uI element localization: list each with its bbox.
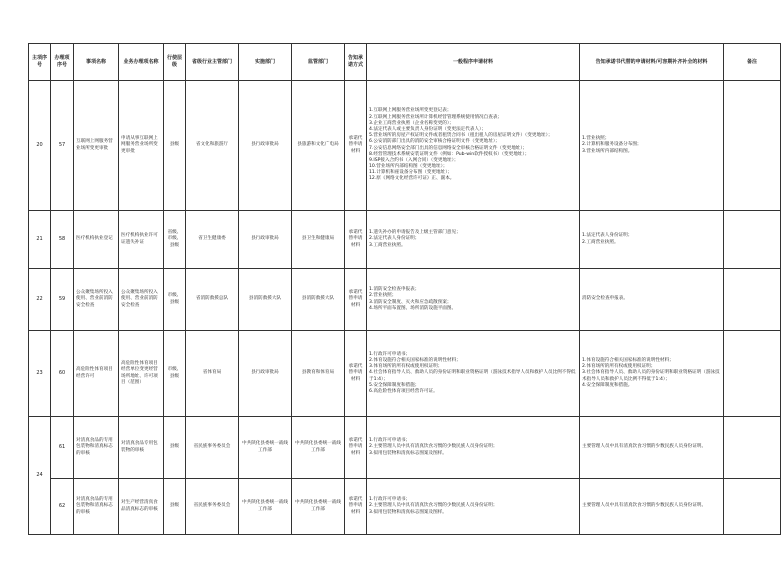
cell-impl-dept: 县行政审批局 <box>239 211 292 269</box>
cell-impl-dept: 县行政审批局 <box>239 331 292 417</box>
cell-supervise-dept: 县消防救援大队 <box>292 269 345 331</box>
cell-impl-dept: 县消防救援大队 <box>239 269 292 331</box>
material-line: 3.工商营业执照。 <box>369 242 406 248</box>
material-line: 3.拟用包装物和清真标志图案及图样。 <box>369 450 447 456</box>
cell-item-no: 60 <box>51 331 74 417</box>
material-line: 3.企业工商营业执照（企业名称变更的）； <box>369 120 454 126</box>
cell-sub-item: 申请从事互联网上网服务营业场所变更审批 <box>119 81 164 211</box>
material-line: 12.原《网络文化经营许可证》正、副本。 <box>369 176 455 182</box>
header-impl-dept: 实施部门 <box>239 44 292 81</box>
cell-impl-dept: 中共陕化县委统一战线工作部 <box>239 417 292 479</box>
cell-remarks <box>724 81 781 211</box>
cell-seq: 20 <box>29 81 51 211</box>
cell-item-no: 57 <box>51 81 74 211</box>
cell-sub-item: 医疗机构执业许可证遗失补证 <box>119 211 164 269</box>
cell-item-name: 互联网上网服务营业场所变更审批 <box>74 81 119 211</box>
material-line: 4.场所平面布置图、场所消防设施平面图。 <box>369 305 457 311</box>
cell-item-no: 61 <box>51 417 74 479</box>
cell-item-name: 公众聚集场所投入使用、营业前消防安全检查 <box>74 269 119 331</box>
cell-remarks <box>724 417 781 479</box>
material-line: 2.体育场所的所有权或使用权证明； <box>582 364 656 370</box>
material-line: 9.ISP接入合约书（入网合同）（变更地址）； <box>369 157 459 163</box>
cell-materials <box>367 81 580 211</box>
material-line: 2.营业执照； <box>369 293 397 299</box>
cell-province-dept: 省民族事务委员会 <box>186 479 239 535</box>
cell-commit-materials <box>580 479 724 535</box>
cell-item-no: 59 <box>51 269 74 331</box>
material-line: 1.行政许可申请书； <box>369 438 411 444</box>
material-line: 3.拟用包装物和清真标志图案及图样。 <box>369 509 447 515</box>
header-remarks: 备注 <box>724 44 781 81</box>
material-line: 4.社会体育指导人员、救助人员的身份证明和职业资格证明（游泳技术指导人员和救护人员比例不得低于1:4）； <box>369 370 576 382</box>
cell-sub-item: 对清真食品专用包装物的审核 <box>119 417 164 479</box>
cell-level: 市级、县级 <box>164 269 186 331</box>
material-line: 4.法定代表人或主要负责人身份证明（变更法定代表人）； <box>369 126 486 132</box>
table-header-row <box>29 44 781 81</box>
cell-supervise-dept: 中共陕化县委统一战线工作部 <box>292 417 345 479</box>
header-seq: 主项序号 <box>29 44 51 81</box>
material-line: 2.主要管理人员中具有清真饮食习惯的少数民族人员身份证明； <box>369 503 498 509</box>
material-line: 1.行政许可申请书； <box>369 497 411 503</box>
table-row <box>29 211 781 269</box>
table-row <box>29 417 781 479</box>
approval-items-table-sheet <box>28 43 757 535</box>
cell-seq: 23 <box>29 331 51 417</box>
material-line: 5.营业场所的房屋产权证明文件或者租赁合同书（租出租人的房屋证明文件）（变更地址）； <box>369 133 553 139</box>
header-materials: 一般程序申请材料 <box>367 44 580 81</box>
material-line: 1.互联网上网服务营业场所变更登记表； <box>369 108 452 114</box>
cell-province-dept: 省民族事务委员会 <box>186 417 239 479</box>
cell-impl-dept: 中共陕化县委统一战线工作部 <box>239 479 292 535</box>
material-line: 1.法定代表人身份证明； <box>582 233 633 239</box>
cell-item-name: 医疗机构执业登记 <box>74 211 119 269</box>
cell-level: 市级、县级 <box>164 331 186 417</box>
approval-items-table <box>28 43 781 535</box>
cell-supervise-dept: 中共陕化县委统一战线工作部 <box>292 479 345 535</box>
header-commit-method: 告知承诺方式 <box>345 44 367 81</box>
material-line: 6.高危险性体育项目经营许可证。 <box>369 388 438 394</box>
cell-materials <box>367 211 580 269</box>
cell-commit-method: 承诺代替申请材料 <box>345 81 367 211</box>
cell-item-name: 对清真食品的专用包装物和清真标志的审核 <box>74 479 119 535</box>
cell-item-no: 58 <box>51 211 74 269</box>
material-line: 11.计算机和座设备分布图（变更地址）； <box>369 170 453 176</box>
header-level: 行使层级 <box>164 44 186 81</box>
material-line: 主要管理人员中具有清真饮食习惯的少数民族人员身份证明。 <box>582 444 707 450</box>
material-line: 3.消防安全制度、灭火和应急疏散预案； <box>369 299 452 305</box>
table-body <box>29 81 781 535</box>
material-line: 4.安全保障制度和措施。 <box>582 382 633 388</box>
cell-item-no: 62 <box>51 479 74 535</box>
cell-commit-materials <box>580 417 724 479</box>
cell-supervise-dept: 县卫生和健康局 <box>292 211 345 269</box>
table-row <box>29 331 781 417</box>
cell-item-name: 对清真食品的专用包装物和清真标志的审核 <box>74 417 119 479</box>
cell-province-dept: 省消防救援总队 <box>186 269 239 331</box>
material-line: 2.体育设施符合相关国家标准的说明性材料； <box>369 358 461 364</box>
table-row <box>29 81 781 211</box>
cell-commit-materials <box>580 331 724 417</box>
material-line: 1.遗失补办的申请报告及上级主管部门意见； <box>369 230 461 236</box>
material-line: 1.消防安全检查申报表； <box>369 287 420 293</box>
cell-impl-dept: 县行政审批局 <box>239 81 292 211</box>
material-line: 5.安全保障制度和措施； <box>369 382 420 388</box>
cell-commit-method: 承诺代替申请材料 <box>345 211 367 269</box>
material-line: 6.公安消防部门出具的消防安全审核合格证明文件（变更地址）； <box>369 139 500 145</box>
cell-remarks <box>724 331 781 417</box>
material-line: 2.法定代表人身份证明； <box>369 236 420 242</box>
cell-sub-item: 公众聚集场所投入使用、营业前消防安全检查 <box>119 269 164 331</box>
header-item-no: 办理项序号 <box>51 44 74 81</box>
cell-commit-method: 承诺代替申请材料 <box>345 479 367 535</box>
material-line: 3.体育场所的所有权或使用权证明； <box>369 364 443 370</box>
table-row <box>29 479 781 535</box>
cell-seq: 21 <box>29 211 51 269</box>
cell-materials <box>367 417 580 479</box>
material-line: 3.营业场所内部结构图。 <box>582 148 633 154</box>
cell-commit-method: 承诺代替申请材料 <box>345 417 367 479</box>
cell-sub-item: 高危险性体育项目经营单位变更经营场所地址、许可项目（范围） <box>119 331 164 417</box>
cell-commit-materials <box>580 81 724 211</box>
cell-seq: 22 <box>29 269 51 331</box>
header-item-name: 事项名称 <box>74 44 119 81</box>
cell-sub-item: 对生产经营清真食品清真标志的审核 <box>119 479 164 535</box>
material-line: 8.经营管理技术系统安装证明文件（例如：Pub-win软件授权书）（变更地址）； <box>369 151 530 157</box>
material-line: 消防安全检查申报表。 <box>582 296 628 302</box>
cell-supervise-dept: 县旅游和文化广电局 <box>292 81 345 211</box>
cell-province-dept: 省体育局 <box>186 331 239 417</box>
cell-supervise-dept: 县教育和体育局 <box>292 331 345 417</box>
cell-commit-method: 承诺代替申请材料 <box>345 269 367 331</box>
header-province-dept: 省级行业主管部门 <box>186 44 239 81</box>
material-line: 2.工商营业执照。 <box>582 239 619 245</box>
header-commit-materials: 告知承诺书代替的申请材料/可容期补齐补全的材料 <box>580 44 724 81</box>
cell-province-dept: 省文化和旅游厅 <box>186 81 239 211</box>
header-supervise-dept: 监管部门 <box>292 44 345 81</box>
cell-province-dept: 省卫生健康委 <box>186 211 239 269</box>
cell-remarks <box>724 211 781 269</box>
material-line: 2.主要管理人员中具有清真饮食习惯的少数民族人员身份证明； <box>369 444 498 450</box>
cell-level: 县级 <box>164 479 186 535</box>
cell-commit-materials <box>580 211 724 269</box>
material-line: 3.社会体育指导人员、救助人员的身份证明和职业资格证明（游泳技术指导人员和救护人员比例不得低于1:4）； <box>582 370 720 382</box>
cell-item-name: 高危险性体育项目经营许可 <box>74 331 119 417</box>
material-line: 10.营业场所内部结构图（变更地址）； <box>369 164 448 170</box>
material-line: 2.互联网上网服务营业场所计算机经营管理系统使用情况自查表； <box>369 114 503 120</box>
cell-level: 县级 <box>164 81 186 211</box>
material-line: 主要管理人员中具有清真饮食习惯的少数民族人员身份证明。 <box>582 503 707 509</box>
cell-materials <box>367 479 580 535</box>
cell-materials <box>367 331 580 417</box>
table-row <box>29 269 781 331</box>
cell-remarks <box>724 479 781 535</box>
material-line: 1.体育设施符合相关国家标准的说明性材料； <box>582 358 674 364</box>
cell-commit-method: 承诺代替申请材料 <box>345 331 367 417</box>
cell-seq: 24 <box>29 417 51 535</box>
cell-level: 省级、市级、县级 <box>164 211 186 269</box>
material-line: 7.公安信息网络安全部门出具的信息网络安全审核合格证明文件（变更地址）； <box>369 145 528 151</box>
material-line: 1.营业执照； <box>582 136 610 142</box>
header-sub-item: 业务办理项名称 <box>119 44 164 81</box>
cell-remarks <box>724 269 781 331</box>
cell-commit-materials <box>580 269 724 331</box>
cell-materials <box>367 269 580 331</box>
material-line: 1.行政许可申请书； <box>369 351 411 357</box>
cell-level: 县级 <box>164 417 186 479</box>
material-line: 2.计算机和服务设备分布图； <box>582 142 642 148</box>
